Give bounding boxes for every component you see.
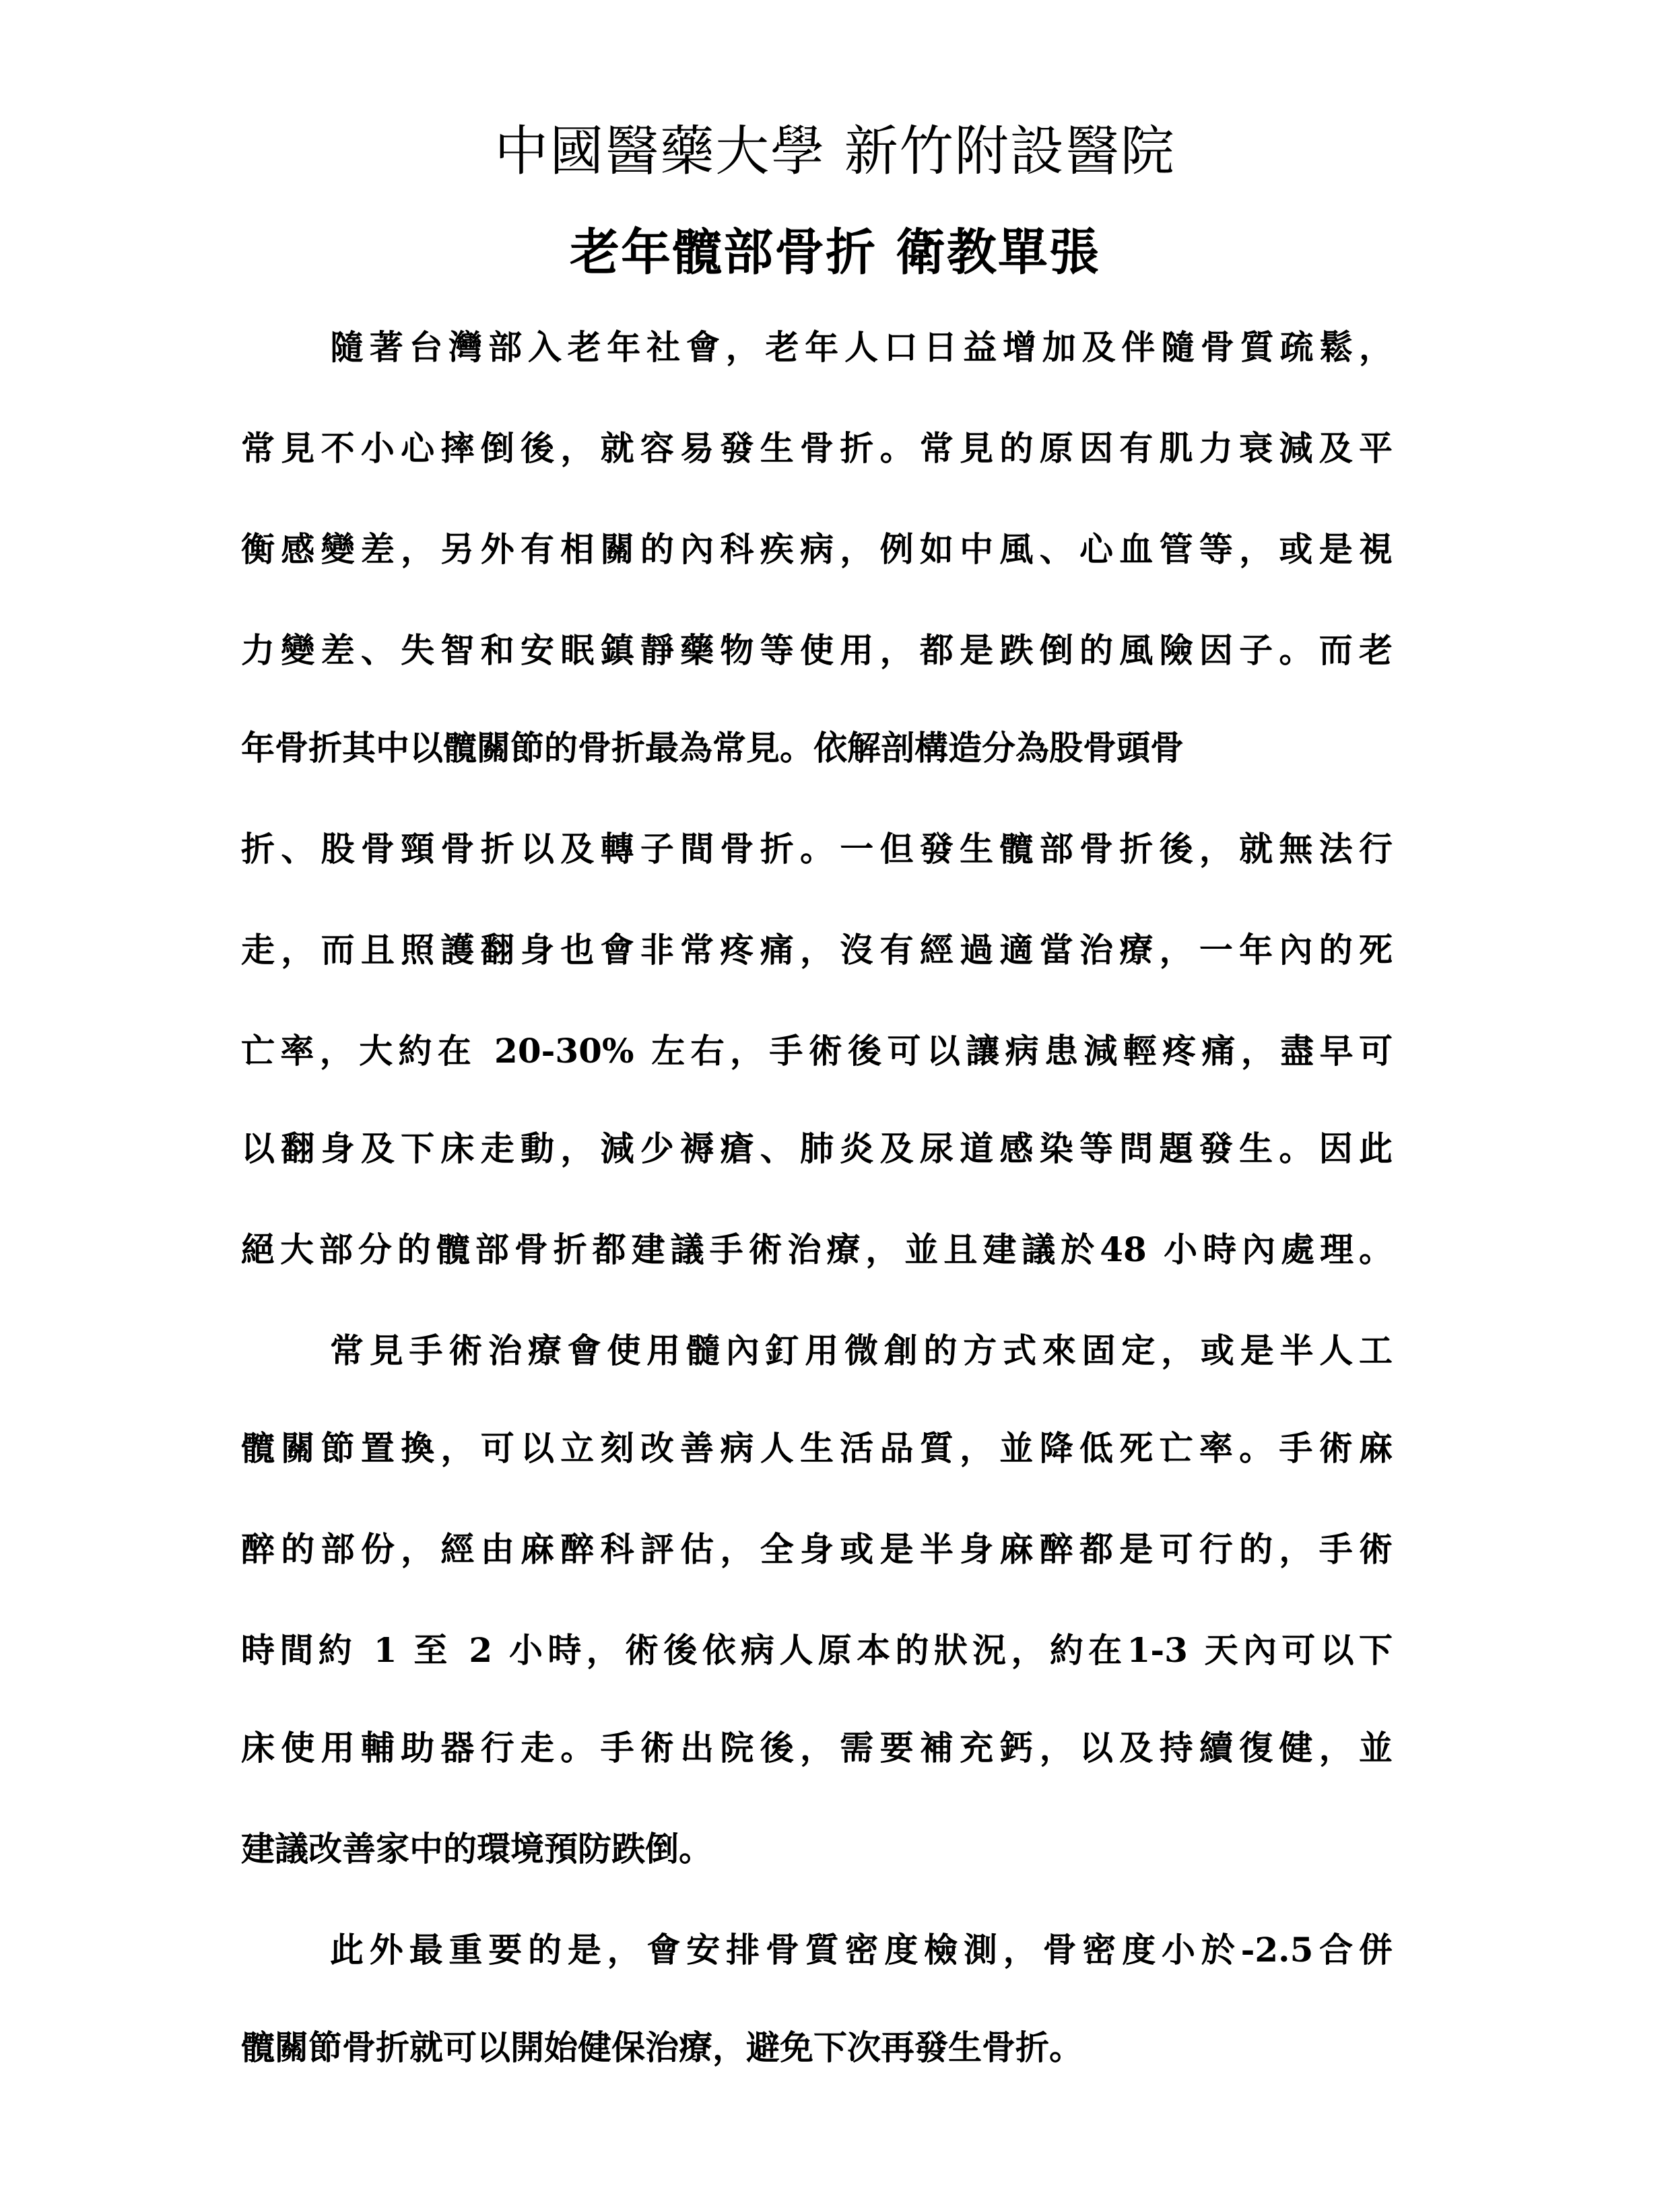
text-line: 建議改善家中的環境預防跌倒。: [241, 1829, 712, 1869]
text-line: 衡感變差，另外有相關的內科疾病，例如中風、心血管等，或是視: [241, 529, 1393, 569]
text-line: 床使用輔助器行走。手術出院後，需要補充鈣，以及持續復健，並: [241, 1728, 1393, 1768]
text-line: 髖關節骨折就可以開始健保治療，避免下次再發生骨折。: [241, 2027, 1083, 2067]
document-title: 老年髖部骨折 衛教單張: [570, 224, 1100, 281]
text-line: 絕大部分的髖部骨折都建議手術治療，並且建議於48 小時內處理。: [241, 1230, 1393, 1269]
text-line: 時間約 1 至 2 小時，術後依病人原本的狀況，約在1-3 天內可以下: [241, 1630, 1393, 1670]
text-line: 常見不小心摔倒後，就容易發生骨折。常見的原因有肌力衰減及平: [241, 428, 1393, 468]
text-line: 以翻身及下床走動，減少褥瘡、肺炎及尿道感染等問題發生。因此: [241, 1129, 1393, 1168]
text-line: 此外最重要的是，會安排骨質密度檢測，骨密度小於-2.5合併: [330, 1930, 1393, 1970]
text-line: 力變差、失智和安眠鎮靜藥物等使用，都是跌倒的風險因子。而老: [241, 630, 1393, 670]
text-line: 常見手術治療會使用髓內釘用微創的方式來固定，或是半人工: [330, 1331, 1393, 1370]
text-line: 隨著台灣部入老年社會，老年人口日益增加及伴隨骨質疏鬆，: [330, 327, 1393, 367]
text-line: 亡率，大約在 20-30% 左右，手術後可以讓病患減輕疼痛，盡早可: [241, 1031, 1393, 1071]
text-line: 走，而且照護翻身也會非常疼痛，沒有經過適當治療，一年內的死: [241, 930, 1393, 970]
hospital-name: 中國醫藥大學 新竹附設醫院: [494, 120, 1176, 182]
text-line: 髖關節置換，可以立刻改善病人生活品質，並降低死亡率。手術麻: [241, 1428, 1393, 1468]
text-line: 醉的部份，經由麻醉科評估，全身或是半身麻醉都是可行的，手術: [241, 1529, 1393, 1569]
text-line: 年骨折其中以髖關節的骨折最為常見。依解剖構造分為股骨頭骨: [241, 728, 1184, 768]
text-line: 折、股骨頸骨折以及轉子間骨折。一但發生髖部骨折後，就無法行: [241, 829, 1393, 869]
